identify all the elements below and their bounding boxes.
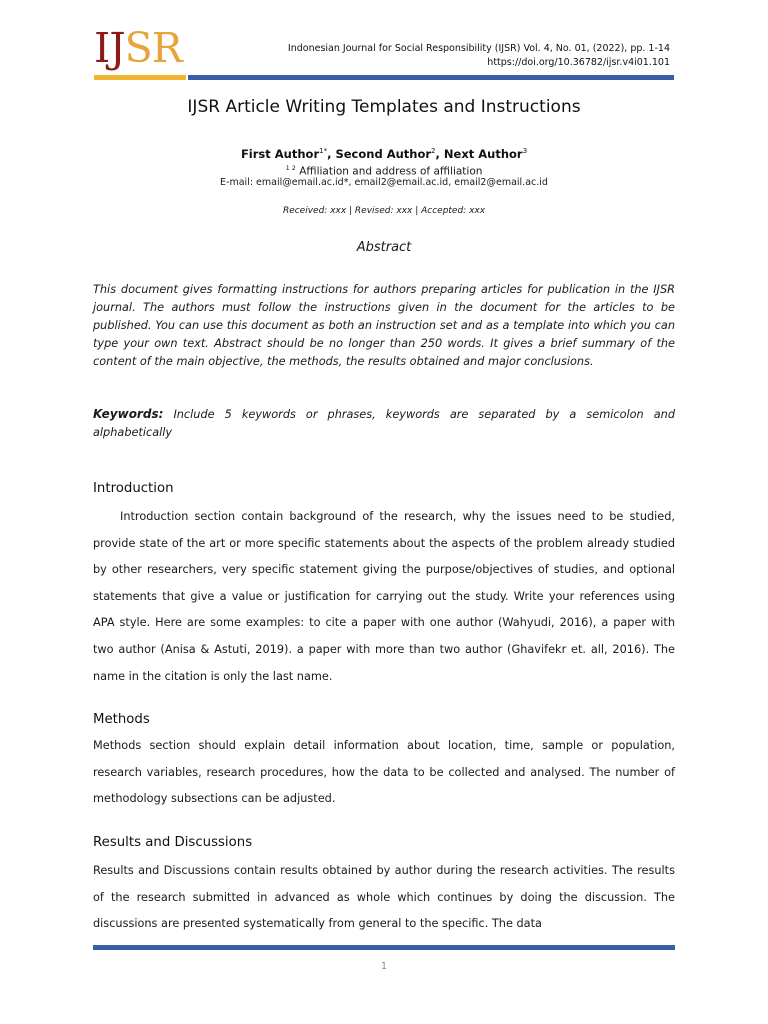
author-list: First Author$^{1*}$, Second Author$^2$, Next Author$^3$ [240,146,528,161]
author-3: Next Author [443,146,523,161]
page-number: 1 [380,961,388,972]
logo-wordmark [94,24,186,72]
header-divider [188,75,674,80]
abstract-heading: Abstract [356,240,412,255]
author-2: Second Author [335,146,432,161]
journal-logo [94,24,186,80]
logo-sr: SR [124,24,182,72]
section-methods [93,710,675,813]
results-body: Results and Discussions contain results obtained by author during the research activities. The results of the research submitted in advanced as whole which continues by doing the discussion. The discussions are presented systematically from general to the specific. The data [93,864,675,931]
section-results [93,833,675,938]
methods-body: Methods section should explain detail information about location, time, sample or population, research variables, research procedures, how the data to be collected and analysed. The number of methodology subsections can be adjusted. [93,739,675,806]
section-introduction [93,479,675,690]
author-1-sup: 1* [319,147,328,155]
author-3-sup: 3 [522,147,528,155]
journal-citation-line: Indonesian Journal for Social Responsibility (IJSR) Vol. 4, No. 01, (2022), pp. 1-14 [287,43,670,54]
doi-link[interactable]: https://doi.org/10.36782/ijsr.v4i01.101 [487,57,670,68]
introduction-heading: Introduction [93,481,174,496]
footer-divider [93,945,675,950]
logo-underline-bar [94,75,186,80]
author-2-sup: 2 [431,147,436,155]
abstract-text: This document gives formatting instructions for authors preparing articles for publication in the IJSR journal. The authors must follow the instructions given in the document for the articles to be published. You can use this document as both an instruction set and as a template into which you can type your own text. Abstract should be no longer than 250 words. It gives a brief summary of the content of the main objective, the methods, the results obtained and major conclusions. [93,283,675,368]
email-line: E-mail: email@email.ac.id*, email2@email.ac.id, email2@email.ac.id [220,177,548,188]
affiliation-text: Affiliation and address of affiliation [299,165,483,178]
results-heading: Results and Discussions [93,835,253,850]
keywords-label: Keywords: [93,407,164,421]
received-dates: Received: xxx | Revised: xxx | Accepted: xxx [282,206,486,216]
keywords [93,405,675,442]
article-title: IJSR Article Writing Templates and Instructions [187,97,581,117]
methods-heading: Methods [93,712,150,727]
introduction-body: Introduction section contain background of the research, why the issues need to be studied, provide state of the art or more specific statements about the aspects of the problem already studied by other researchers, very specific statement giving the purpose/objectives of studies, and optional statements that give a value or justification for carrying out the study. Write your references using APA style. Here are some examples: to cite a paper with one author (Wahyudi, 2016), a paper with two author (Anisa & Astuti, 2019). a paper with more than two author (Ghavifekr et. all, 2016). The name in the citation is only the last name. [93,510,675,683]
logo-ij: IJ [94,24,125,72]
affiliation-sup: 1 2 [285,164,296,172]
author-1: First Author [240,146,320,161]
keywords-text: Include 5 keywords or phrases, keywords are separated by a semicolon and alphabetically [93,408,675,439]
journal-meta [288,42,670,70]
